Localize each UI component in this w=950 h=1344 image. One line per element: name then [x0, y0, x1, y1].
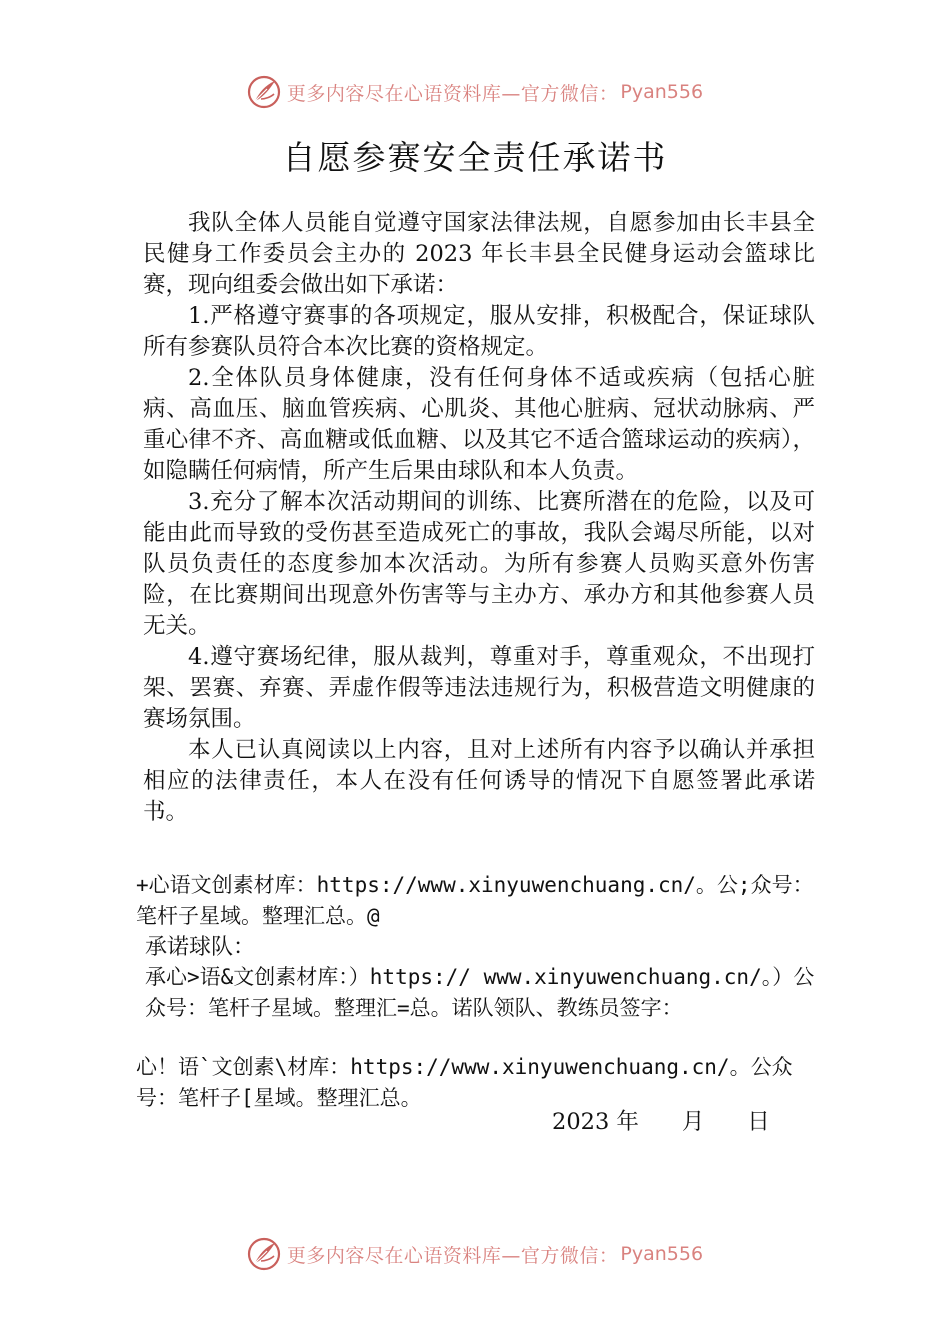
date-line: 2023 年 月 日 — [552, 1109, 770, 1135]
pledge-item-4: 4.遵守赛场纪律，服从裁判，尊重对手，尊重观众，不出现打架、罢赛、弃赛、弄虚作假等违法违规行为，积极营造文明健康的赛场氛围。 — [143, 644, 815, 732]
pledge-item-1: 1.严格遵守赛事的各项规定，服从安排，积极配合，保证球队所有参赛队员符合本次比赛的资格规定。 — [143, 303, 815, 360]
watermark-line-1: +心语文创素材库：https://www.xinyuwenchuang.cn/。公;众号：笔杆子星域。整理汇总。@ — [136, 873, 814, 928]
watermark-line-3: 心！语`文创素\材库：https://www.xinyuwenchuang.cn/。公众号：笔杆子[星域。整理汇总。 — [136, 1055, 793, 1110]
confirmation-paragraph: 本人已认真阅读以上内容，且对上述所有内容予以确认并承担相应的法律责任，本人在没有任何诱导的情况下自愿签署此承诺书。 — [143, 737, 815, 825]
watermark-line-2: 承心>语&文创素材库：）https:// www.xinyuwenchuang.cn/。）公众号：笔杆子星域。整理汇=总。诺队领队、教练员签字： — [145, 965, 815, 1020]
document-title: 自愿参赛安全责任承诺书 — [282, 138, 668, 177]
header-banner — [0, 70, 950, 114]
intro-paragraph: 我队全体人员能自觉遵守国家法律法规，自愿参加由长丰县全民健身工作委员会主办的 2023 年长丰县全民健身运动会篮球比赛，现向组委会做出如下承诺： — [143, 210, 815, 298]
banner-wechat-handle: Pyan556 — [620, 1243, 704, 1265]
pledge-item-2: 2.全体队员身体健康，没有任何身体不适或疾病（包括心脏病、高血压、脑血管疾病、心肌炎、其他心脏病、冠状动脉病、严重心律不齐、高血糖或低血糖、以及其它不适合篮球运动的疾病），如隐瞒任何病情，所产生后果由球队和本人负责。 — [143, 365, 815, 484]
document-body — [143, 208, 815, 828]
banner-text: 更多内容尽在心语资料库—官方微信： — [286, 1244, 619, 1267]
quill-logo-icon — [247, 1237, 281, 1271]
pledge-item-3: 3.充分了解本次活动期间的训练、比赛所潜在的危险，以及可能由此而导致的受伤甚至造成死亡的事故，我队会竭尽所能，以对队员负责任的态度参加本次活动。为所有参赛人员购买意外伤害险，在比赛期间出现意外伤害等与主办方、承办方和其他参赛人员无关。 — [143, 489, 815, 639]
quill-logo-icon — [247, 75, 281, 109]
sign-team-label: 承诺球队： — [145, 935, 256, 960]
footer-banner — [0, 1232, 950, 1276]
banner-wechat-handle: Pyan556 — [620, 81, 704, 103]
banner-text: 更多内容尽在心语资料库—官方微信： — [286, 82, 619, 105]
